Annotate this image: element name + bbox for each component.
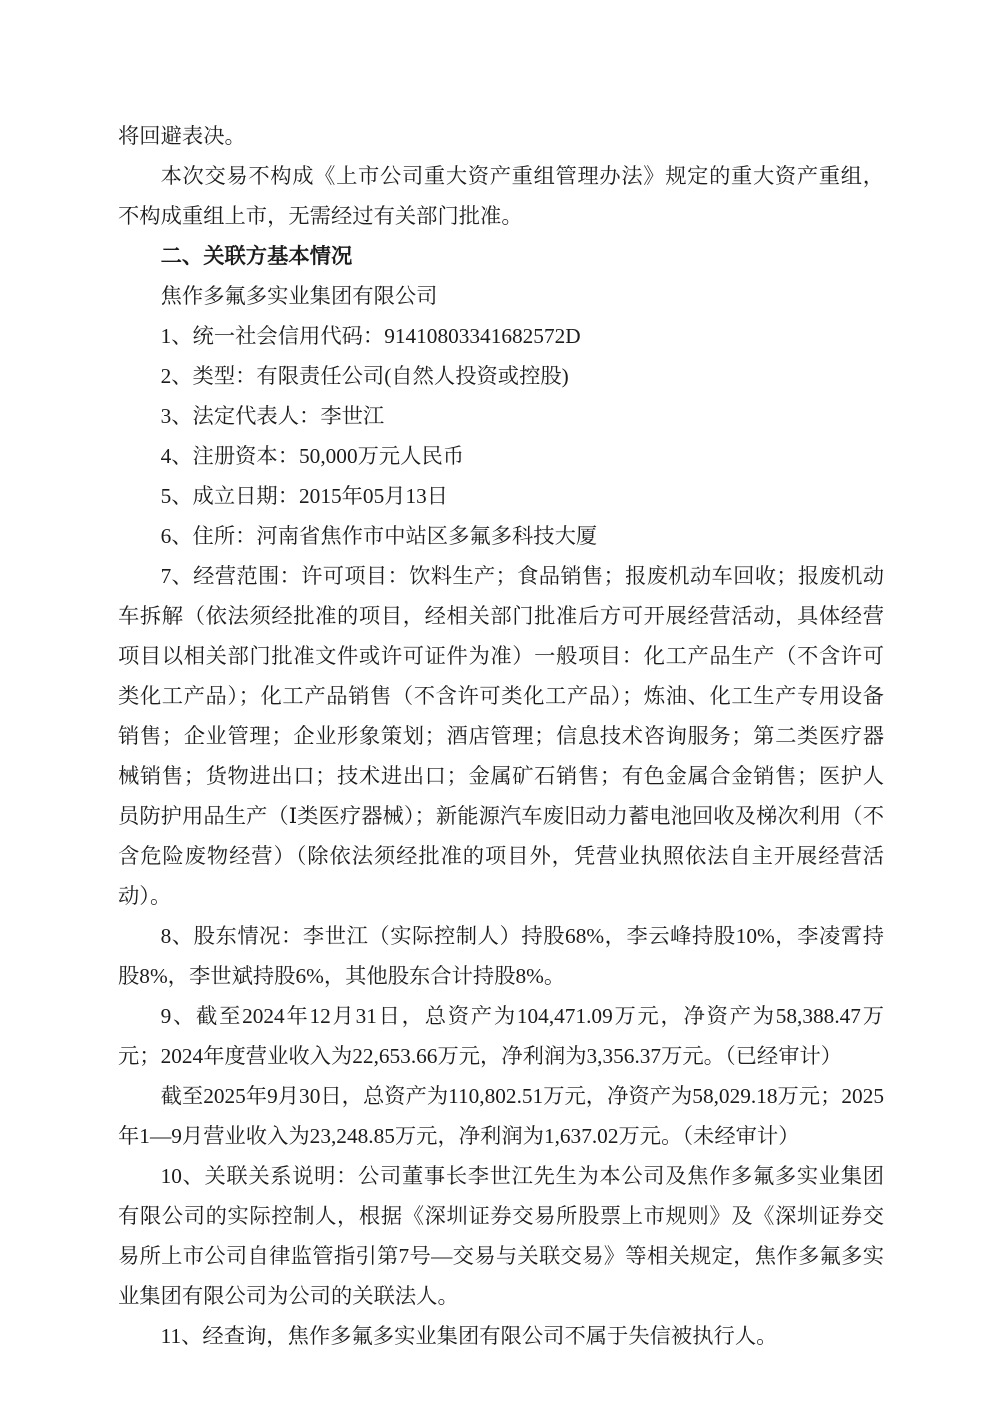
section-heading: 二、关联方基本情况 xyxy=(160,244,353,268)
paragraph-company-type: 2、类型：有限责任公司(自然人投资或控股) xyxy=(160,364,569,388)
paragraph-carryover: 将回避表决。 xyxy=(118,124,246,148)
paragraph-transaction-note: 本次交易不构成《上市公司重大资产重组管理办法》规定的重大资产重组，不构成重组上市，无需经过有关部门批准。 xyxy=(118,164,884,228)
document-body xyxy=(118,116,884,1356)
paragraph-financials-2024: 9、截至2024年12月31日，总资产为104,471.09万元，净资产为58,388.47万元；2024年度营业收入为22,653.66万元，净利润为3,356.37万元。（已经审计） xyxy=(118,1004,884,1068)
paragraph-credit-code: 1、统一社会信用代码：91410803341682572D xyxy=(160,324,581,348)
paragraph-relationship: 10、关联关系说明：公司董事长李世江先生为本公司及焦作多氟多实业集团有限公司的实际控制人，根据《深圳证券交易所股票上市规则》及《深圳证券交易所上市公司自律监管指引第7号—交易与关联交易》等相关规定，焦作多氟多实业集团有限公司为公司的关联法人。 xyxy=(118,1164,884,1308)
paragraph-financials-2025: 截至2025年9月30日，总资产为110,802.51万元，净资产为58,029.18万元；2025年1—9月营业收入为23,248.85万元，净利润为1,637.02万元。（未经审计） xyxy=(118,1084,884,1148)
paragraph-dishonesty-check: 11、经查询，焦作多氟多实业集团有限公司不属于失信被执行人。 xyxy=(160,1324,778,1348)
paragraph-legal-rep: 3、法定代表人：李世江 xyxy=(160,404,385,428)
paragraph-founding-date: 5、成立日期：2015年05月13日 xyxy=(160,484,449,508)
paragraph-company-name: 焦作多氟多实业集团有限公司 xyxy=(160,284,438,308)
paragraph-shareholders: 8、股东情况：李世江（实际控制人）持股68%，李云峰持股10%，李凌霄持股8%，李世斌持股6%，其他股东合计持股8%。 xyxy=(118,924,884,988)
paragraph-address: 6、住所：河南省焦作市中站区多氟多科技大厦 xyxy=(160,524,598,548)
paragraph-business-scope: 7、经营范围：许可项目：饮料生产；食品销售；报废机动车回收；报废机动车拆解（依法须经批准的项目，经相关部门批准后方可开展经营活动，具体经营项目以相关部门批准文件或许可证件为准）一般项目：化工产品生产（不含许可类化工产品）；化工产品销售（不含许可类化工产品）；炼油、化工生产专用设备销售；企业管理；企业形象策划；酒店管理；信息技术咨询服务；第二类医疗器械销售；货物进出口；技术进出口；金属矿石销售；有色金属合金销售；医护人员防护用品生产（Ⅰ类医疗器械）；新能源汽车废旧动力蓄电池回收及梯次利用（不含危险废物经营）（除依法须经批准的项目外，凭营业执照依法自主开展经营活动）。 xyxy=(118,564,884,908)
paragraph-registered-capital: 4、注册资本：50,000万元人民币 xyxy=(160,444,465,468)
